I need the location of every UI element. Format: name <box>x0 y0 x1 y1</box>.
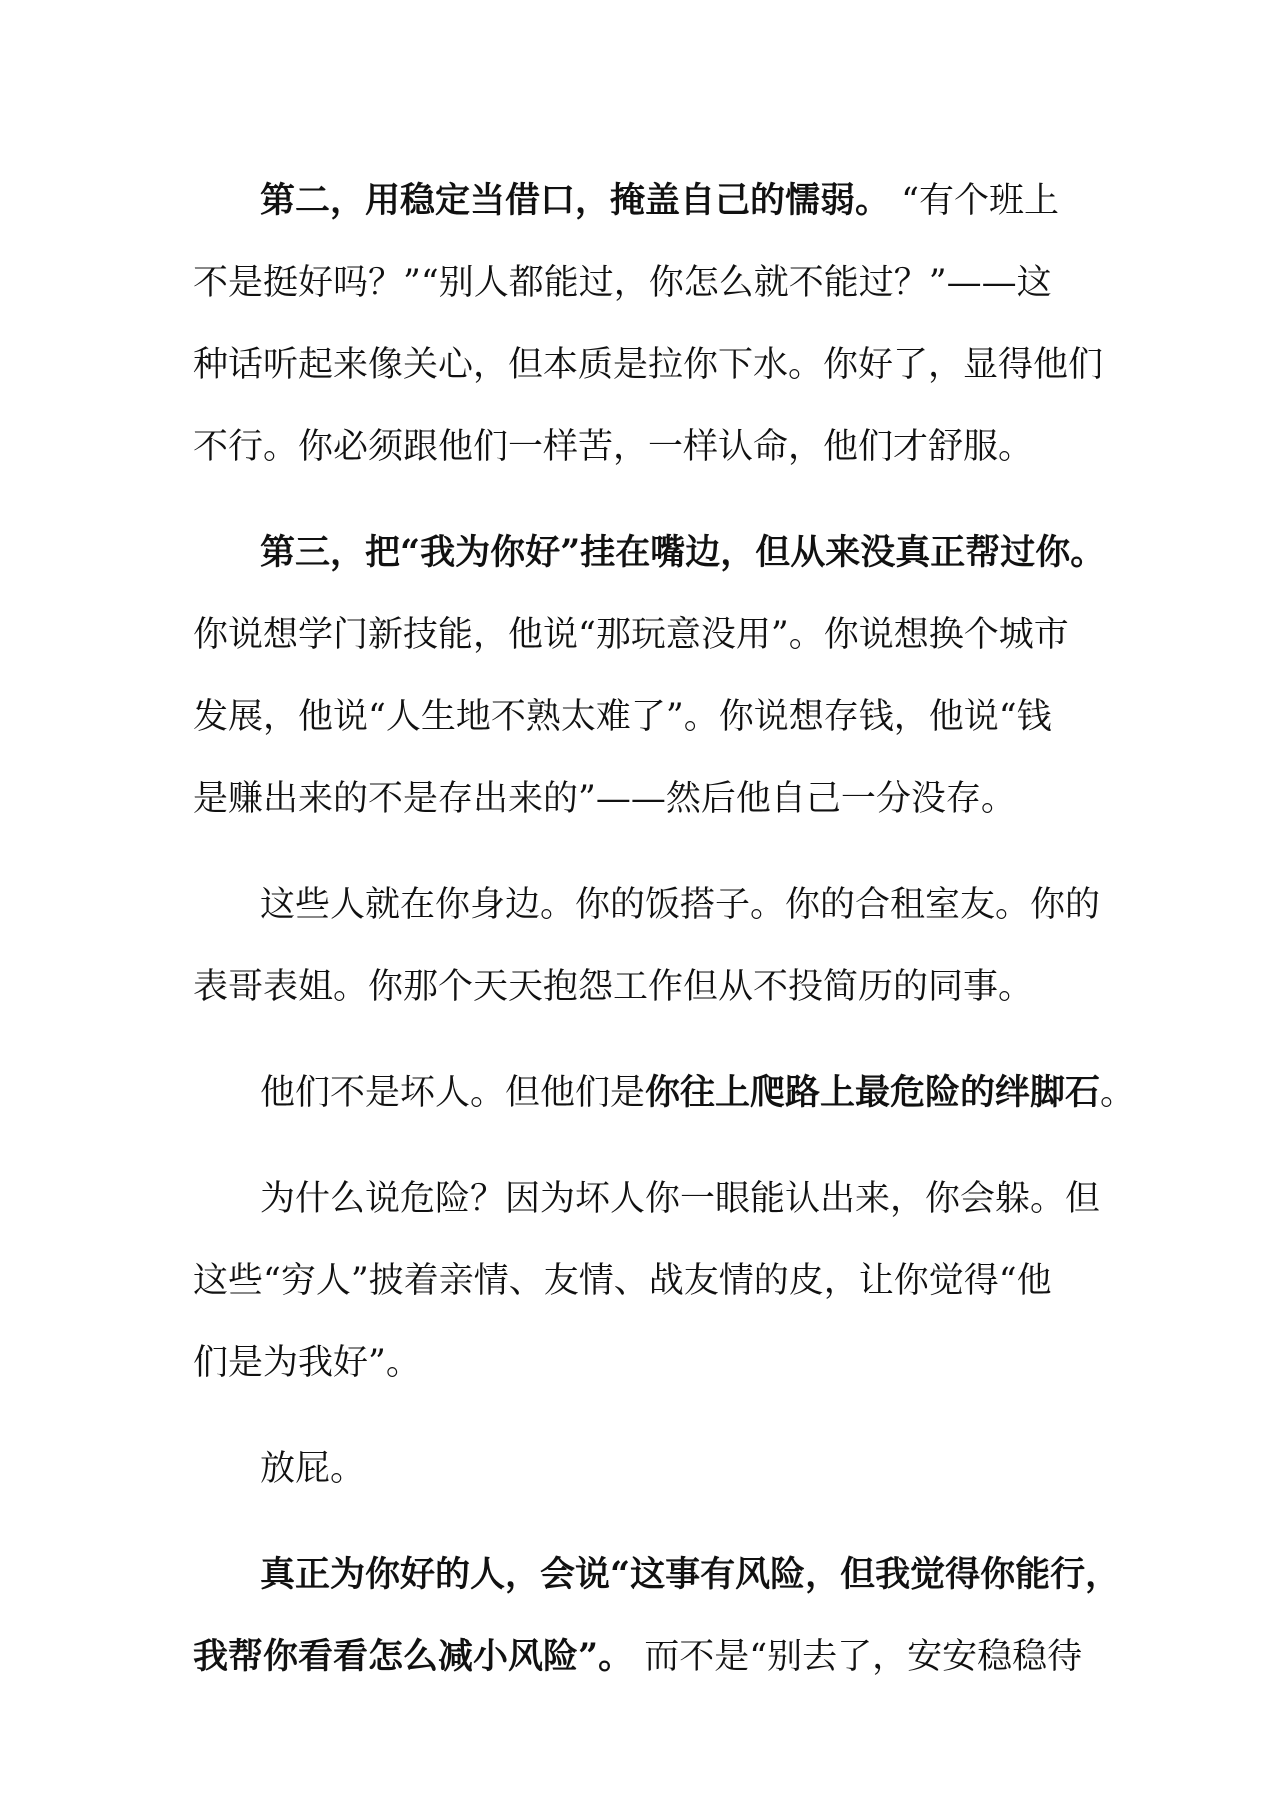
paragraph-gap <box>193 1510 1093 1534</box>
text-run: 你说想学门新技能，他说“那玩意没用”。你说想换个城市 <box>193 615 1069 655</box>
text-run: 不行。你必须跟他们一样苦，一样认命，他们才舒服。 <box>193 427 1034 467</box>
paragraph-gap <box>193 1028 1093 1052</box>
text-run: 不是挺好吗？”“别人都能过，你怎么就不能过？”——这 <box>193 263 1052 303</box>
bold-text-run: 第二，用稳定当借口，掩盖自己的懦弱。 <box>260 180 891 221</box>
text-line <box>193 676 1093 758</box>
text-line <box>193 242 1093 324</box>
text-run: 他们不是坏人。但他们是 <box>260 1073 646 1113</box>
text-run: “有个班上 <box>890 181 1060 221</box>
text-line <box>193 1428 1093 1510</box>
text-line <box>193 1616 1093 1698</box>
text-line <box>193 1240 1093 1322</box>
text-line <box>193 1322 1093 1404</box>
bold-text-run: 第三，把“我为你好”挂在嘴边，但从来没真正帮过你。 <box>260 532 1106 573</box>
text-line <box>193 1052 1136 1134</box>
text-run: 是赚出来的不是存出来的”——然后他自己一分没存。 <box>193 779 1016 819</box>
text-line <box>193 324 1104 406</box>
text-run: 这些人就在你身边。你的饭搭子。你的合租室友。你的 <box>260 885 1101 925</box>
paragraph <box>193 512 1106 840</box>
text-line <box>193 864 1101 946</box>
text-run: 发展，他说“人生地不熟太难了”。你说想存钱，他说“钱 <box>193 697 1052 737</box>
text-run: 这些“穷人”披着亲情、友情、战友情的皮，让你觉得“他 <box>193 1261 1052 1301</box>
text-run: 而不是“别去了，安安稳稳待 <box>633 1637 1083 1677</box>
text-line <box>193 512 1106 594</box>
bold-text-run: 我帮你看看怎么减小风险”。 <box>193 1636 634 1677</box>
text-run: 们是为我好”。 <box>193 1343 421 1383</box>
text-run: 放屁。 <box>260 1449 366 1489</box>
paragraph <box>193 864 1101 1028</box>
paragraph-gap <box>193 840 1093 864</box>
paragraph <box>193 1428 1093 1510</box>
text-run: 种话听起来像关心，但本质是拉你下水。你好了，显得他们 <box>193 345 1104 385</box>
text-run: 为什么说危险？因为坏人你一眼能认出来，你会躲。但 <box>260 1179 1101 1219</box>
text-line <box>193 1534 1121 1616</box>
bold-text-run: 真正为你好的人，会说“这事有风险，但我觉得你能行， <box>260 1554 1121 1595</box>
paragraph-gap <box>193 1134 1093 1158</box>
document-page <box>193 160 1136 1698</box>
text-line <box>193 160 1093 242</box>
text-line <box>193 1158 1101 1240</box>
paragraph <box>193 1052 1136 1134</box>
text-line <box>193 406 1093 488</box>
paragraph <box>193 160 1104 488</box>
paragraph <box>193 1158 1101 1404</box>
paragraph-gap <box>193 1404 1093 1428</box>
text-run: 表哥表姐。你那个天天抱怨工作但从不投简历的同事。 <box>193 967 1034 1007</box>
text-line <box>193 594 1093 676</box>
text-line <box>193 946 1093 1028</box>
paragraph <box>193 1534 1121 1698</box>
text-line <box>193 758 1093 840</box>
bold-text-run: 你往上爬路上最危险的绊脚石 <box>645 1072 1101 1113</box>
text-run: 。 <box>1100 1073 1136 1113</box>
paragraph-gap <box>193 488 1093 512</box>
